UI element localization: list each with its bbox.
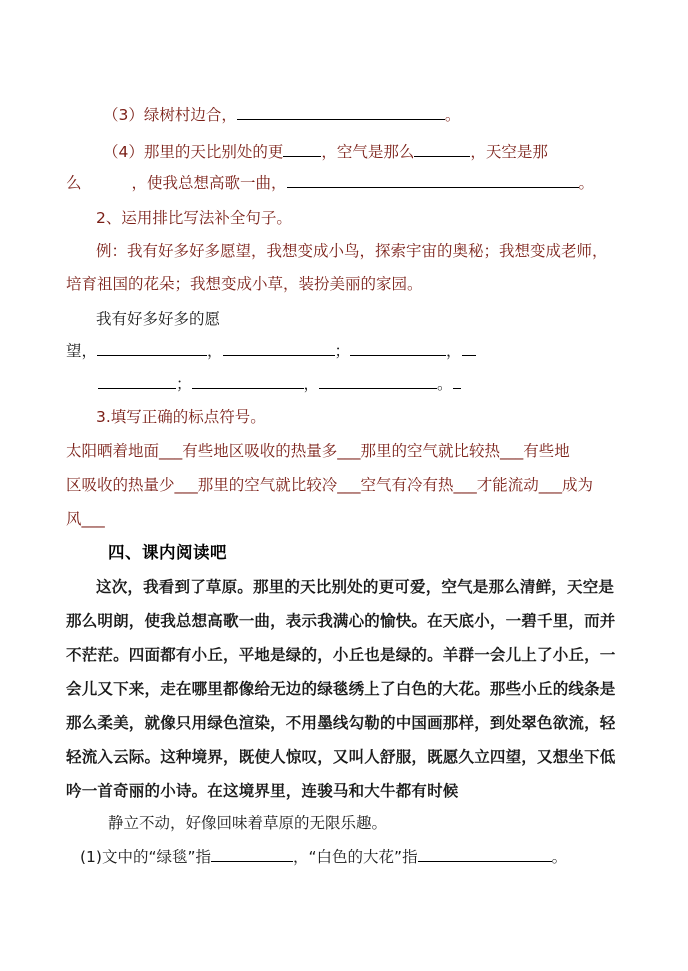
sub1-text-b: ，“白色的大花”指 <box>293 848 418 866</box>
q2-example-line1: 例：我有好多好多愿望，我想变成小鸟，探索宇宙的奥秘；我想变成老师， <box>96 242 608 260</box>
q2-example-line2: 培育祖国的花朵；我想变成小草，装扮美丽的家园。 <box>66 275 423 293</box>
sub1-blank-1[interactable] <box>211 847 293 862</box>
q1-item4-blank-2[interactable] <box>414 142 470 157</box>
q1-item3-end: 。 <box>444 106 461 124</box>
q1-item4-line1 <box>103 141 548 163</box>
q2-blank-6[interactable] <box>192 374 304 389</box>
q1-item3-prefix: （3）绿树村边合， <box>103 106 237 124</box>
q1-item4-c: ，天空是那 <box>470 143 548 161</box>
section4-sub1 <box>80 846 567 868</box>
q2-blank-3[interactable] <box>350 341 446 356</box>
passage-line-7: 吟一首奇丽的小诗。在这境界里，连骏马和大牛都有时候 <box>66 782 459 800</box>
sub1-end: 。 <box>551 848 568 866</box>
q3-line1: 太阳晒着地面___有些地区吸收的热量多___那里的空气就比较热___有些地 <box>66 442 570 460</box>
q1-item4-e: ，使我总想高歌一曲， <box>131 174 287 192</box>
q2-sep-1: ， <box>207 342 223 360</box>
q3-title: 3.填写正确的标点符号。 <box>96 408 266 426</box>
q3-line3: 风___ <box>66 510 105 528</box>
q2-answer-line2 <box>66 340 476 362</box>
q2-sep-4: ； <box>176 375 192 393</box>
q1-item4-blank-1[interactable] <box>283 142 321 157</box>
q2-blank-8 <box>453 374 461 389</box>
q2-blank-7[interactable] <box>319 374 437 389</box>
passage-line-4: 会儿又下来，走在哪里都像给无边的绿毯绣上了白色的大花。那些小丘的线条是 <box>66 680 616 698</box>
passage-line-2: 那么明朗，使我总想高歌一曲，表示我满心的愉快。在天底小，一碧千里，而并 <box>66 612 616 630</box>
q2-sep-3: ， <box>446 342 462 360</box>
passage-line-1: 这次，我看到了草原。那里的天比别处的更可爱，空气是那么清鲜，天空是 <box>96 578 615 596</box>
q2-title: 2、运用排比写法补全句子。 <box>96 209 292 227</box>
q2-blank-1[interactable] <box>97 341 207 356</box>
q3-line2: 区吸收的热量少___那里的空气就比较冷___空气有冷有热___才能流动___成为 <box>66 476 594 494</box>
passage-line-5: 那么柔美，就像只用绿色渲染，不用墨线勾勒的中国画那样，到处翠色欲流，轻 <box>66 714 616 732</box>
passage-line-8: 静立不动，好像回味着草原的无限乐趣。 <box>108 814 388 832</box>
q2-sep-2: ； <box>334 342 351 360</box>
q1-item4-d: 么 <box>66 174 82 192</box>
q2-sep-6: 。 <box>437 375 453 393</box>
q1-item3-blank[interactable] <box>237 105 445 120</box>
q2-sep-5: ， <box>303 375 320 393</box>
q2-blank-5[interactable] <box>98 374 176 389</box>
q1-item3 <box>103 104 460 126</box>
q2-answer-prefix: 望， <box>66 342 98 360</box>
sub1-blank-2[interactable] <box>418 847 552 862</box>
q2-answer-line1: 我有好多好多的愿 <box>96 310 221 328</box>
q2-blank-2[interactable] <box>223 341 335 356</box>
q1-item4-end: 。 <box>578 174 595 192</box>
q1-item4-b: ，空气是那么 <box>321 143 415 161</box>
sub1-text-a: (1)文中的“绿毯”指 <box>80 848 212 866</box>
q1-item4-a: （4）那里的天比别处的更 <box>103 143 284 161</box>
passage-line-3: 不茫茫。四面都有小丘，平地是绿的，小丘也是绿的。羊群一会儿上了小丘，一 <box>66 646 616 664</box>
q1-item4-blank-4[interactable] <box>287 173 579 188</box>
q2-blank-4[interactable] <box>462 341 476 356</box>
section4-heading: 四、课内阅读吧 <box>108 543 227 562</box>
passage-line-6: 轻流入云际。这种境界，既使人惊叹，又叫人舒服，既愿久立四望，又想坐下低 <box>66 748 616 766</box>
q2-answer-line3 <box>98 373 461 395</box>
q1-item4-blank-3 <box>82 173 132 188</box>
q1-item4-line2 <box>66 172 594 194</box>
